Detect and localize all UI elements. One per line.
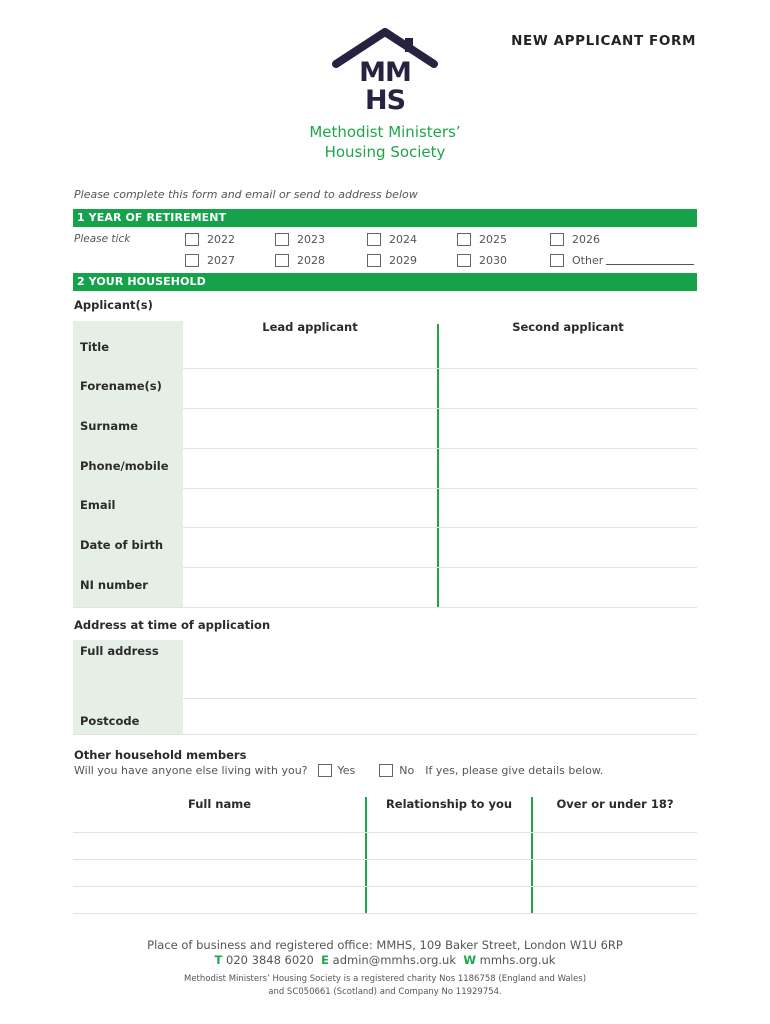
- checkbox[interactable]: [275, 233, 289, 246]
- office-address: Place of business and registered office: MMHS, 109 Baker Street, London W1U 6RP: [147, 938, 623, 952]
- contact-line: [0, 953, 770, 967]
- question-text: Will you have anyone else living with you?: [74, 764, 308, 777]
- row-divider: [73, 886, 697, 887]
- web-label: W: [463, 953, 476, 967]
- checkbox[interactable]: [457, 254, 471, 267]
- lead-applicant-header: Lead applicant: [262, 320, 358, 334]
- year-option-2022[interactable]: [185, 231, 235, 247]
- year-option-2026[interactable]: [550, 231, 600, 247]
- member3-name-input[interactable]: [78, 890, 360, 910]
- member1-relationship-input[interactable]: [372, 836, 526, 856]
- form-title: NEW APPLICANT FORM: [511, 33, 696, 49]
- second-email-input[interactable]: [446, 497, 691, 521]
- row-divider: [183, 408, 697, 409]
- lead-forenames-input[interactable]: [190, 378, 430, 402]
- second-forenames-input[interactable]: [446, 378, 691, 402]
- row-divider: [73, 859, 697, 860]
- row-label-phone: Phone/mobile: [80, 459, 169, 473]
- checkbox[interactable]: [550, 254, 564, 267]
- member1-name-input[interactable]: [78, 836, 360, 856]
- row-label-full-address: Full address: [80, 644, 159, 658]
- yes-label: Yes: [337, 764, 356, 777]
- no-label: No: [399, 764, 415, 777]
- row-divider: [73, 607, 697, 608]
- row-divider: [183, 368, 697, 369]
- section2-header: 2 YOUR HOUSEHOLD: [73, 273, 697, 291]
- row-divider: [73, 913, 697, 914]
- year-option-2027[interactable]: [185, 252, 235, 268]
- email-label: E: [321, 953, 329, 967]
- checkbox[interactable]: [185, 254, 199, 267]
- year-option-2028[interactable]: [275, 252, 325, 268]
- lead-ni-input[interactable]: [190, 577, 430, 601]
- year-label: 2030: [479, 253, 507, 267]
- row-label-surname: Surname: [80, 419, 138, 433]
- checkbox[interactable]: [185, 233, 199, 246]
- member3-relationship-input[interactable]: [372, 890, 526, 910]
- row-divider: [183, 488, 697, 489]
- intro-text: Please complete this form and email or send to address below: [74, 188, 418, 201]
- website[interactable]: mmhs.org.uk: [479, 953, 556, 967]
- lead-title-input[interactable]: [190, 342, 430, 364]
- year-label: 2024: [389, 232, 417, 246]
- lead-email-input[interactable]: [190, 497, 430, 521]
- year-label: 2026: [572, 232, 600, 246]
- year-label: 2025: [479, 232, 507, 246]
- second-ni-input[interactable]: [446, 577, 691, 601]
- year-option-2025[interactable]: [457, 231, 507, 247]
- row-divider: [183, 567, 697, 568]
- member2-name-input[interactable]: [78, 863, 360, 883]
- year-label: 2029: [389, 253, 417, 267]
- lead-phone-input[interactable]: [190, 458, 430, 482]
- footer: [0, 938, 770, 997]
- relationship-header: Relationship to you: [385, 797, 513, 811]
- row-label-email: Email: [80, 498, 116, 512]
- row-label-ni-number: NI number: [80, 578, 148, 592]
- no-checkbox[interactable]: [379, 764, 393, 777]
- column-divider: [531, 797, 533, 914]
- org-name-line2: Housing Society: [324, 143, 446, 161]
- address-label: Address at time of application: [74, 618, 271, 632]
- year-option-2029[interactable]: [367, 252, 417, 268]
- other-members-label: Other household members: [74, 748, 247, 762]
- year-label: Other: [572, 253, 604, 267]
- row-label-postcode: Postcode: [80, 714, 140, 728]
- row-label-title: Title: [80, 340, 110, 354]
- checkbox[interactable]: [457, 233, 471, 246]
- charity-line2: and SC050661 (Scotland) and Company No 11929754.: [268, 987, 502, 997]
- over-under-18-header: Over or under 18?: [556, 797, 674, 811]
- member1-age-input[interactable]: [538, 836, 692, 856]
- household-question: [74, 764, 603, 777]
- year-label: 2023: [297, 232, 325, 246]
- full-address-input[interactable]: [190, 643, 690, 695]
- column-divider: [365, 797, 367, 914]
- second-applicant-header: Second applicant: [512, 320, 624, 334]
- logo-text-bottom: HS: [364, 85, 406, 112]
- full-name-header: Full name: [187, 797, 252, 811]
- checkbox[interactable]: [367, 233, 381, 246]
- section1-header: 1 YEAR OF RETIREMENT: [73, 209, 697, 227]
- checkbox[interactable]: [367, 254, 381, 267]
- row-divider: [183, 698, 697, 699]
- mmhs-logo: [332, 28, 438, 112]
- row-divider: [183, 527, 697, 528]
- please-tick-label: Please tick: [74, 233, 131, 245]
- member3-age-input[interactable]: [538, 890, 692, 910]
- phone-label: T: [214, 953, 223, 967]
- year-option-2023[interactable]: [275, 231, 325, 247]
- year-label: 2022: [207, 232, 235, 246]
- logo-text-top: MM: [359, 57, 411, 88]
- postcode-input[interactable]: [190, 706, 690, 730]
- year-option-2030[interactable]: [457, 252, 507, 268]
- email-address[interactable]: admin@mmhs.org.uk: [332, 953, 456, 967]
- second-title-input[interactable]: [446, 342, 691, 364]
- year-option-other[interactable]: [550, 252, 694, 268]
- member2-age-input[interactable]: [538, 863, 692, 883]
- if-yes-text: If yes, please give details below.: [425, 764, 604, 777]
- row-divider: [73, 734, 697, 735]
- year-option-2024[interactable]: [367, 231, 417, 247]
- year-label: 2027: [207, 253, 235, 267]
- second-surname-input[interactable]: [446, 418, 691, 442]
- lead-dob-input[interactable]: [190, 537, 430, 561]
- org-name: [0, 122, 770, 162]
- row-divider: [183, 448, 697, 449]
- column-divider: [437, 324, 439, 608]
- second-dob-input[interactable]: [446, 537, 691, 561]
- applicants-label: Applicant(s): [74, 298, 153, 312]
- year-label: 2028: [297, 253, 325, 267]
- yes-checkbox[interactable]: [318, 764, 332, 777]
- phone-number[interactable]: 020 3848 6020: [226, 953, 314, 967]
- row-divider: [73, 832, 697, 833]
- other-year-input-line[interactable]: [606, 255, 694, 265]
- lead-surname-input[interactable]: [190, 418, 430, 442]
- checkbox[interactable]: [275, 254, 289, 267]
- second-phone-input[interactable]: [446, 458, 691, 482]
- row-label-forenames: Forename(s): [80, 379, 162, 393]
- checkbox[interactable]: [550, 233, 564, 246]
- charity-line1: Methodist Ministers’ Housing Society is a registered charity Nos 1186758 (England and Wales): [183, 974, 587, 984]
- org-name-line1: Methodist Ministers’: [309, 123, 461, 141]
- row-label-dob: Date of birth: [80, 538, 164, 552]
- member2-relationship-input[interactable]: [372, 863, 526, 883]
